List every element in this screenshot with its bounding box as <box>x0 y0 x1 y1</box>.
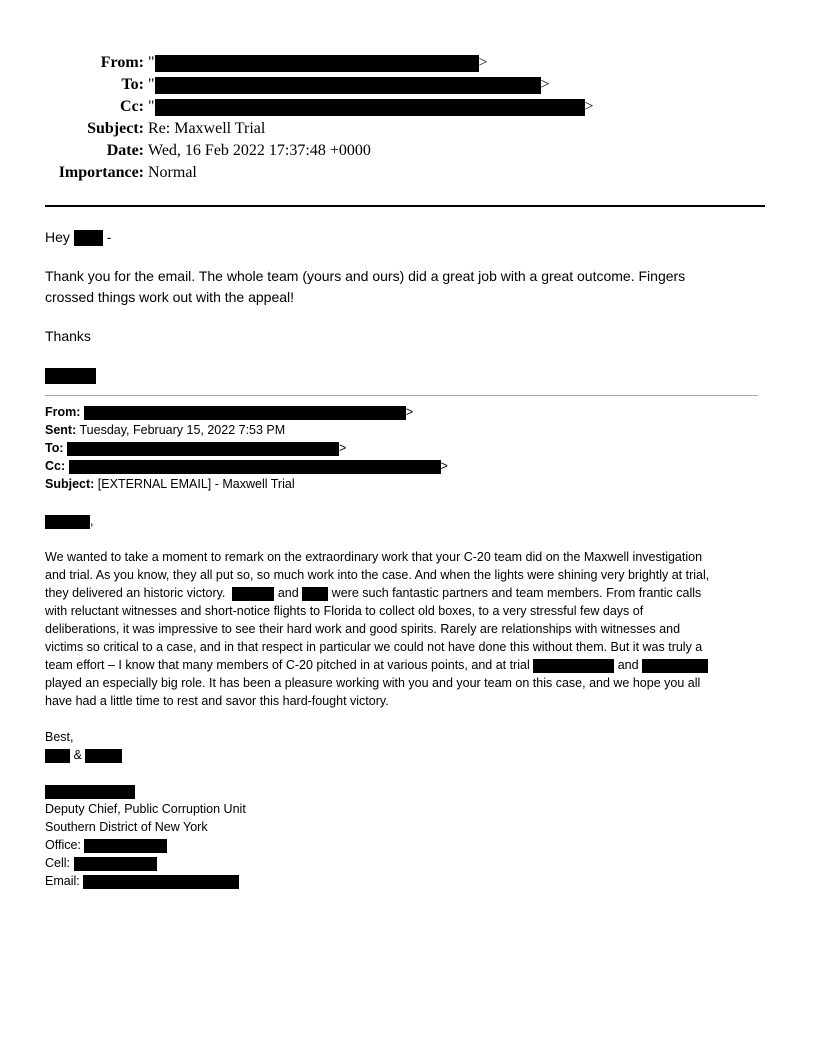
orig-paragraph: We wanted to take a moment to remark on the extraordinary work that your C-20 team did on the Maxwell investigation and trial. As you know, they all put so, so much work into the case. And when the lights were shining very brightly at trial, they delivered an historic victory. and were such fantastic partners and team members. From frantic calls with reluctant witnesses and short-notice flights to Florida to collect old boxes, to a very stressful few days of deliberations, it was impressive to see their hard work and good spirits. Rarely are relationships with witnesses and victims so critical to a case, and in that respect in particular we could not have done this without them. But it was truly a team effort – I know that many members of C-20 pitched in at various points, and at trial and played an especially big role. It has been a pleasure working with you and your team on this case, and we hope you all have had a little time to rest and savor this hard-fought victory. <box>45 550 710 708</box>
orig-subject-row: Subject: [EXTERNAL EMAIL] - Maxwell Trial <box>45 477 295 491</box>
redaction-box <box>155 99 585 116</box>
cc-label: Cc: <box>120 98 144 115</box>
header-subject-row <box>40 118 760 140</box>
orig-signers: & <box>45 746 775 764</box>
orig-from-row: From: > <box>45 405 414 419</box>
redaction-box <box>155 77 541 94</box>
reply-signature <box>45 367 775 385</box>
redaction-box <box>85 749 122 763</box>
header-to-row <box>40 74 760 96</box>
cc-suffix: > <box>584 98 594 115</box>
redaction-box <box>302 587 328 601</box>
subject-value: Re: Maxwell Trial <box>148 120 266 137</box>
cc-quote: " <box>148 98 155 115</box>
header-date-row <box>40 140 760 162</box>
redaction-box <box>74 230 103 246</box>
orig-sent-row: Sent: Tuesday, February 15, 2022 7:53 PM <box>45 423 286 437</box>
to-label: To: <box>121 76 144 93</box>
to-suffix: > <box>540 76 550 93</box>
email-header <box>40 52 760 184</box>
redaction-box <box>533 659 614 673</box>
redaction-box <box>155 55 479 72</box>
quoted-divider <box>45 395 758 396</box>
from-suffix: > <box>478 54 488 71</box>
from-label: From: <box>100 54 144 71</box>
original-header <box>45 403 775 493</box>
subject-label: Subject: <box>87 120 144 137</box>
header-divider <box>45 205 765 207</box>
signature-block <box>45 782 775 890</box>
orig-to-row: To: > <box>45 441 347 455</box>
date-value: Wed, 16 Feb 2022 17:37:48 +0000 <box>148 142 371 159</box>
redaction-box <box>67 442 339 456</box>
reply-body <box>45 227 775 385</box>
reply-paragraph: Thank you for the email. The whole team (yours and ours) did a great job with a great outcome. Fingers crossed things work out with the appeal! <box>45 268 686 305</box>
signature-office: Southern District of New York <box>45 820 208 834</box>
header-cc-row <box>40 96 760 118</box>
signature-office-phone: Office: <box>45 836 775 854</box>
orig-salutation: , <box>45 512 775 530</box>
importance-value: Normal <box>148 164 197 181</box>
date-label: Date: <box>106 142 144 159</box>
reply-greeting: Hey - <box>45 229 112 245</box>
from-quote: " <box>148 54 155 71</box>
orig-cc-row: Cc: > <box>45 459 448 473</box>
redaction-box <box>45 368 96 384</box>
orig-closing: Best, <box>45 730 74 744</box>
redaction-box <box>74 857 157 871</box>
to-quote: " <box>148 76 155 93</box>
signature-email: Email: <box>45 872 775 890</box>
header-importance-row <box>40 162 760 184</box>
redaction-box <box>232 587 274 601</box>
redaction-box <box>45 785 135 799</box>
redaction-box <box>642 659 708 673</box>
reply-thanks: Thanks <box>45 328 91 344</box>
redaction-box <box>84 406 406 420</box>
redaction-box <box>83 875 239 889</box>
signature-name <box>45 782 775 800</box>
redaction-box <box>45 749 70 763</box>
redaction-box <box>45 515 90 529</box>
importance-label: Importance: <box>58 164 144 181</box>
signature-cell: Cell: <box>45 854 775 872</box>
redaction-box <box>69 460 441 474</box>
redaction-box <box>84 839 167 853</box>
signature-title: Deputy Chief, Public Corruption Unit <box>45 802 246 816</box>
original-body <box>45 512 775 890</box>
header-from-row <box>40 52 760 74</box>
